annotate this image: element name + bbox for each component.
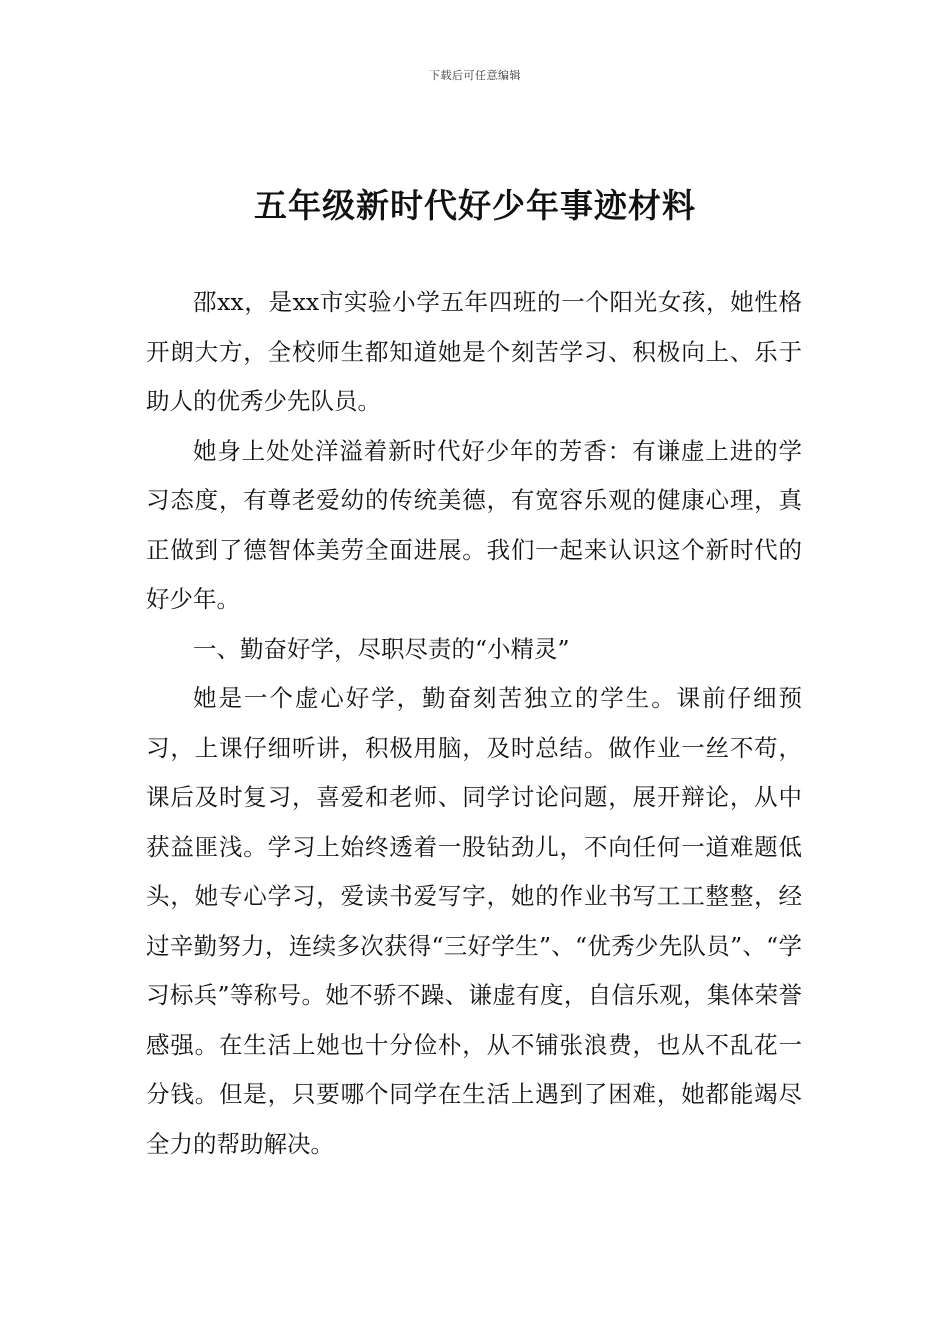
document-body (146, 278, 802, 1169)
header-note: 下载后可任意编辑 (429, 69, 521, 82)
paragraph-intro: 邵xx，是xx市实验小学五年四班的一个阳光女孩，她性格开朗大方，全校师生都知道她是个刻苦学习、积极向上、乐于助人的优秀少先队员。 (146, 288, 802, 415)
section-heading: 一、勤奋好学，尽职尽责的“小精灵” (193, 634, 570, 663)
document-title: 五年级新时代好少年事迹材料 (254, 186, 696, 225)
paragraph-overview: 她身上处处洋溢着新时代好少年的芳香：有谦虚上进的学习态度，有尊老爱幼的传统美德，有宽容乐观的健康心理，真正做到了德智体美劳全面进展。我们一起来认识这个新时代的好少年。 (146, 436, 802, 613)
paragraph-study: 她是一个虚心好学，勤奋刻苦独立的学生。课前仔细预习，上课仔细听讲，积极用脑，及时总结。做作业一丝不苟，课后及时复习，喜爱和老师、同学讨论问题，展开辩论，从中获益匪浅。学习上始终透着一股钻劲儿，不向任何一道难题低头，她专心学习，爱读书爱写字，她的作业书写工工整整，经过辛勤努力，连续多次获得“三好学生”、“优秀少先队员”、“学习标兵”等称号。她不骄不躁、谦虚有度，自信乐观，集体荣誉感强。在生活上她也十分俭朴，从不铺张浪费，也从不乱花一分钱。但是，只要哪个同学在生活上遇到了困难，她都能竭尽全力的帮助解决。 (146, 684, 802, 1158)
